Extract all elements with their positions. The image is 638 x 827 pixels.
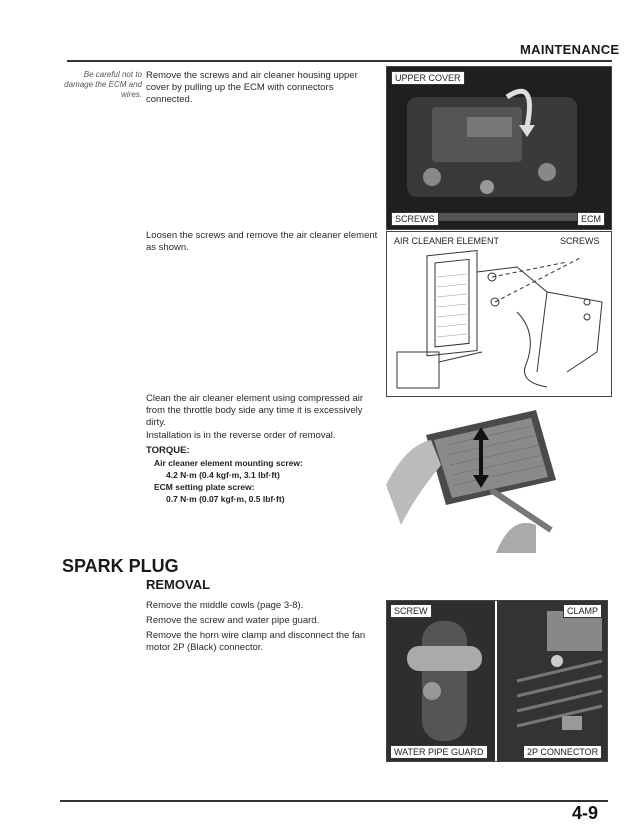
torque-item2-value: 0.7 N·m (0.07 kgf·m, 0.5 lbf·ft) <box>166 494 285 504</box>
screws-diagram-label: SCREWS <box>557 235 603 247</box>
step-clean-element: Clean the air cleaner element using compressed air from the throttle body side any time it is excessively dirty. <box>146 393 364 428</box>
bottom-rule <box>60 800 608 802</box>
step-loosen-screws: Loosen the screws and remove the air cleaner element as shown. <box>146 230 378 253</box>
water-pipe-guard-label: WATER PIPE GUARD <box>390 745 488 759</box>
torque-item1-value: 4.2 N·m (0.4 kgf·m, 3.1 lbf·ft) <box>166 470 280 480</box>
page-number: 4-9 <box>572 803 599 823</box>
ecm-label: ECM <box>577 212 605 226</box>
cleaning-element-photo <box>386 405 566 553</box>
screw-label: SCREW <box>390 604 432 618</box>
spark-step-remove-screw: Remove the screw and water pipe guard. <box>146 615 320 626</box>
top-rule <box>67 60 612 62</box>
air-cleaner-diagram <box>386 231 612 397</box>
section-title: MAINTENANCE <box>520 42 620 57</box>
torque-item1-name: Air cleaner element mounting screw: <box>154 458 303 468</box>
spark-plug-heading: SPARK PLUG <box>62 556 179 576</box>
spark-step-remove-clamp: Remove the horn wire clamp and disconnect the fan motor 2P (Black) connector. <box>146 630 366 653</box>
2p-connector-label: 2P CONNECTOR <box>523 745 602 759</box>
spark-step-remove-cowls: Remove the middle cowls (page 3-8). <box>146 600 304 611</box>
torque-item2-name: ECM setting plate screw: <box>154 482 255 492</box>
removal-subheading: REMOVAL <box>146 577 211 592</box>
air-cleaner-element-label: AIR CLEANER ELEMENT <box>391 235 502 247</box>
caution-note: Be careful not to damage the ECM and wires. <box>64 70 142 99</box>
screws-label: SCREWS <box>391 212 439 226</box>
upper-cover-photo <box>386 66 612 230</box>
clamp-label: CLAMP <box>563 604 602 618</box>
spark-plug-photo <box>386 600 608 762</box>
torque-heading: TORQUE: <box>146 445 190 456</box>
step-remove-upper-cover: Remove the screws and air cleaner housing upper cover by pulling up the ECM with connectors connected. <box>146 70 358 105</box>
installation-note: Installation is in the reverse order of removal. <box>146 430 336 441</box>
upper-cover-label: UPPER COVER <box>391 71 465 85</box>
